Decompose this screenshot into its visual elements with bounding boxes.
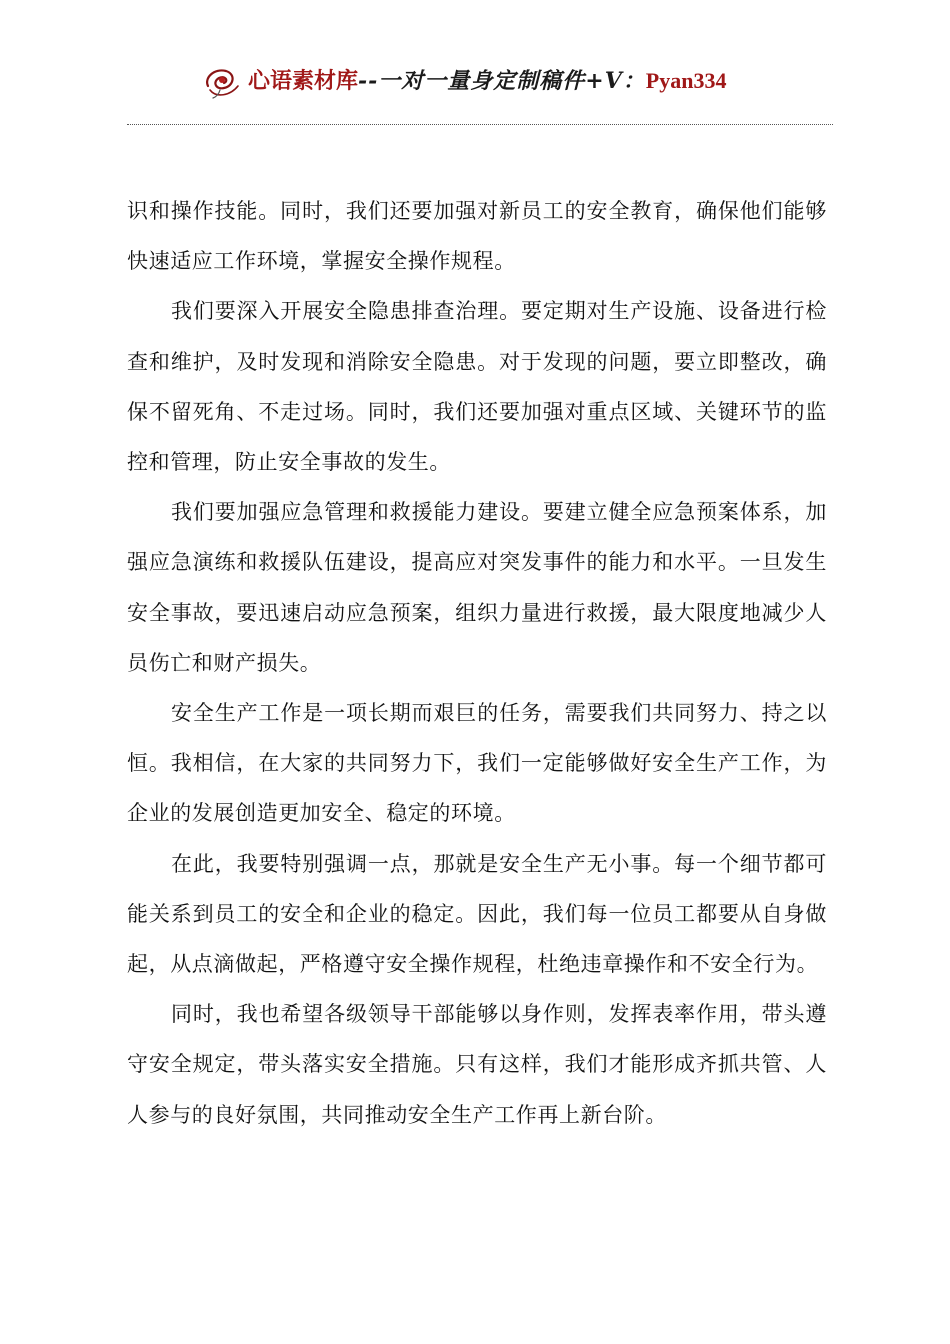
page-header	[0, 60, 950, 104]
paragraph-5: 在此，我要特别强调一点，那就是安全生产无小事。每一个细节都可能关系到员工的安全和企业的稳定。因此，我们每一位员工都要从自身做起，从点滴做起，严格遵守安全操作规程，杜绝违章操作和不安全行为。	[127, 851, 827, 977]
header-wechat-id: Pyan334	[645, 68, 727, 93]
header-slogan: --一对一量身定制稿件+V：	[358, 68, 646, 94]
paragraph-1: 识和操作技能。同时，我们还要加强对新员工的安全教育，确保他们能够快速适应工作环境，掌握安全操作规程。	[127, 199, 827, 274]
paragraph-4: 安全生产工作是一项长期而艰巨的任务，需要我们共同努力、持之以恒。我相信，在大家的共同努力下，我们一定能够做好安全生产工作，为企业的发展创造更加安全、稳定的环境。	[127, 701, 827, 826]
rose-swirl-logo-icon	[200, 64, 246, 100]
header-brand: 心语素材库	[248, 68, 359, 94]
paragraph-3: 我们要加强应急管理和救援能力建设。要建立健全应急预案体系，加强应急演练和救援队伍建设，提高应对突发事件的能力和水平。一旦发生安全事故，要迅速启动应急预案，组织力量进行救援，最大限度地减少人员伤亡和财产损失。	[127, 500, 827, 675]
header-title	[248, 66, 726, 96]
header-divider	[127, 124, 833, 125]
paragraph-6: 同时，我也希望各级领导干部能够以身作则，发挥表率作用，带头遵守安全规定，带头落实安全措施。只有这样，我们才能形成齐抓共管、人人参与的良好氛围，共同推动安全生产工作再上新台阶。	[127, 1002, 827, 1127]
paragraph-2: 我们要深入开展安全隐患排查治理。要定期对生产设施、设备进行检查和维护，及时发现和消除安全隐患。对于发现的问题，要立即整改，确保不留死角、不走过场。同时，我们还要加强对重点区域、关键环节的监控和管理，防止安全事故的发生。	[127, 299, 827, 475]
document-body	[127, 186, 827, 1140]
